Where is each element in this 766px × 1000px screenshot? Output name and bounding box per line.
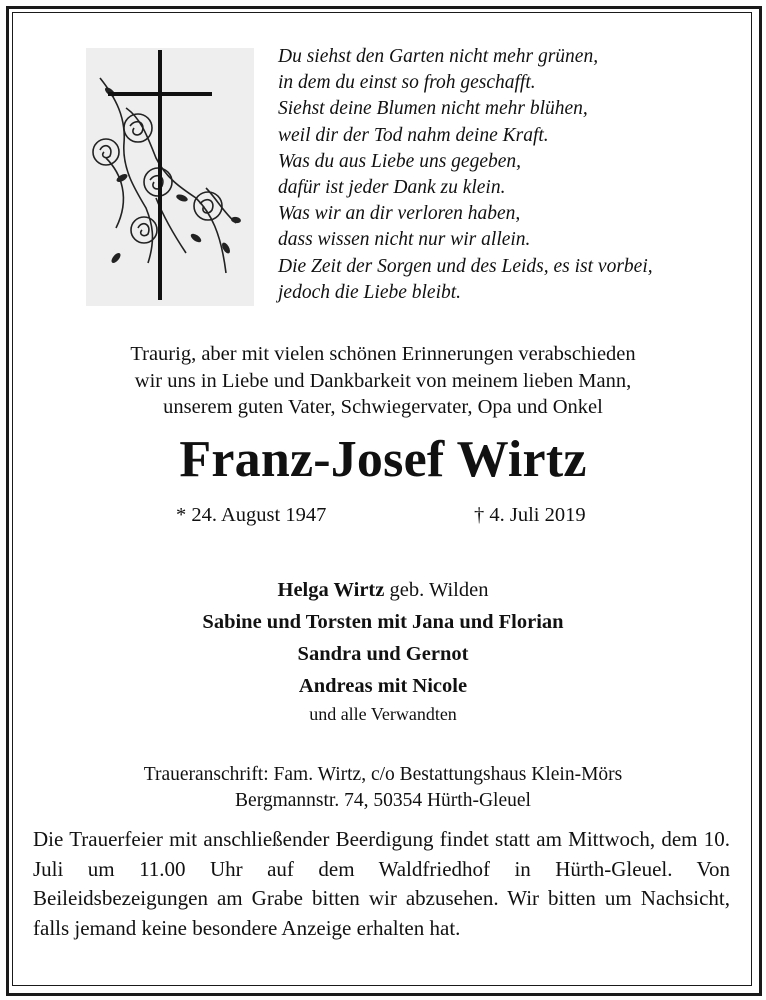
deceased-name: Franz-Josef Wirtz [179, 431, 587, 488]
family-line-text: Sandra und Gernot [297, 643, 469, 665]
poem-line: Du siehst den Garten nicht mehr grünen, [278, 46, 599, 67]
family-line [20, 606, 746, 638]
poem-line: dass wissen nicht nur wir allein. [278, 229, 531, 251]
intro-text [20, 341, 746, 421]
family-line [20, 638, 746, 670]
poem-line: dafür ist jeder Dank zu klein. [278, 177, 506, 199]
intro-line: Traurig, aber mit vielen schönen Erinnerungen verabschieden [130, 343, 636, 365]
family-line-spouse [20, 574, 746, 606]
spouse-maiden-name: geb. Wilden [384, 579, 489, 601]
poem-line: Siehst deine Blumen nicht mehr blühen, [278, 98, 588, 120]
poem-line: in dem du einst so froh geschafft. [278, 72, 536, 94]
poem-line: Was du aus Liebe uns gegeben, [278, 150, 522, 172]
family-line-text: Sabine und Torsten mit Jana und Florian [202, 611, 564, 633]
relatives-line: und alle Verwandten [309, 704, 457, 724]
family-list [20, 574, 746, 702]
birth-date: * 24. August 1947 [176, 504, 327, 526]
funeral-notice: Die Trauerfeier mit anschließender Beerdigung findet statt am Mittwoch, dem 10. Juli um 11.00 Uhr auf dem Waldfriedhof in Hürth-Gleuel. Von Beileidsbezeigungen am Grabe bitten wir abzusehen. Wir bitten um Nachsicht, falls jemand keine besondere Anzeige erhalten hat. [33, 827, 730, 940]
cross-with-roses-illustration [86, 48, 254, 306]
death-date: † 4. Juli 2019 [474, 504, 586, 526]
intro-line: wir uns in Liebe und Dankbarkeit von meinem lieben Mann, [134, 369, 632, 392]
intro-line: unserem guten Vater, Schwiegervater, Opa und Onkel [163, 396, 603, 418]
family-line [20, 670, 746, 702]
poem [278, 44, 748, 306]
poem-line: weil dir der Tod nahm deine Kraft. [278, 124, 549, 146]
address-line: Traueranschrift: Fam. Wirtz, c/o Bestattungshaus Klein-Mörs [143, 764, 623, 785]
spouse-name: Helga Wirtz [277, 579, 385, 601]
mourning-address [20, 762, 746, 814]
poem-line: Was wir an dir verloren haben, [278, 203, 521, 225]
poem-line: jedoch die Liebe bleibt. [278, 281, 462, 303]
poem-line: Die Zeit der Sorgen und des Leids, es ist vorbei, [278, 255, 653, 277]
family-line-text: Andreas mit Nicole [298, 675, 468, 697]
address-line: Bergmannstr. 74, 50354 Hürth-Gleuel [235, 790, 531, 811]
